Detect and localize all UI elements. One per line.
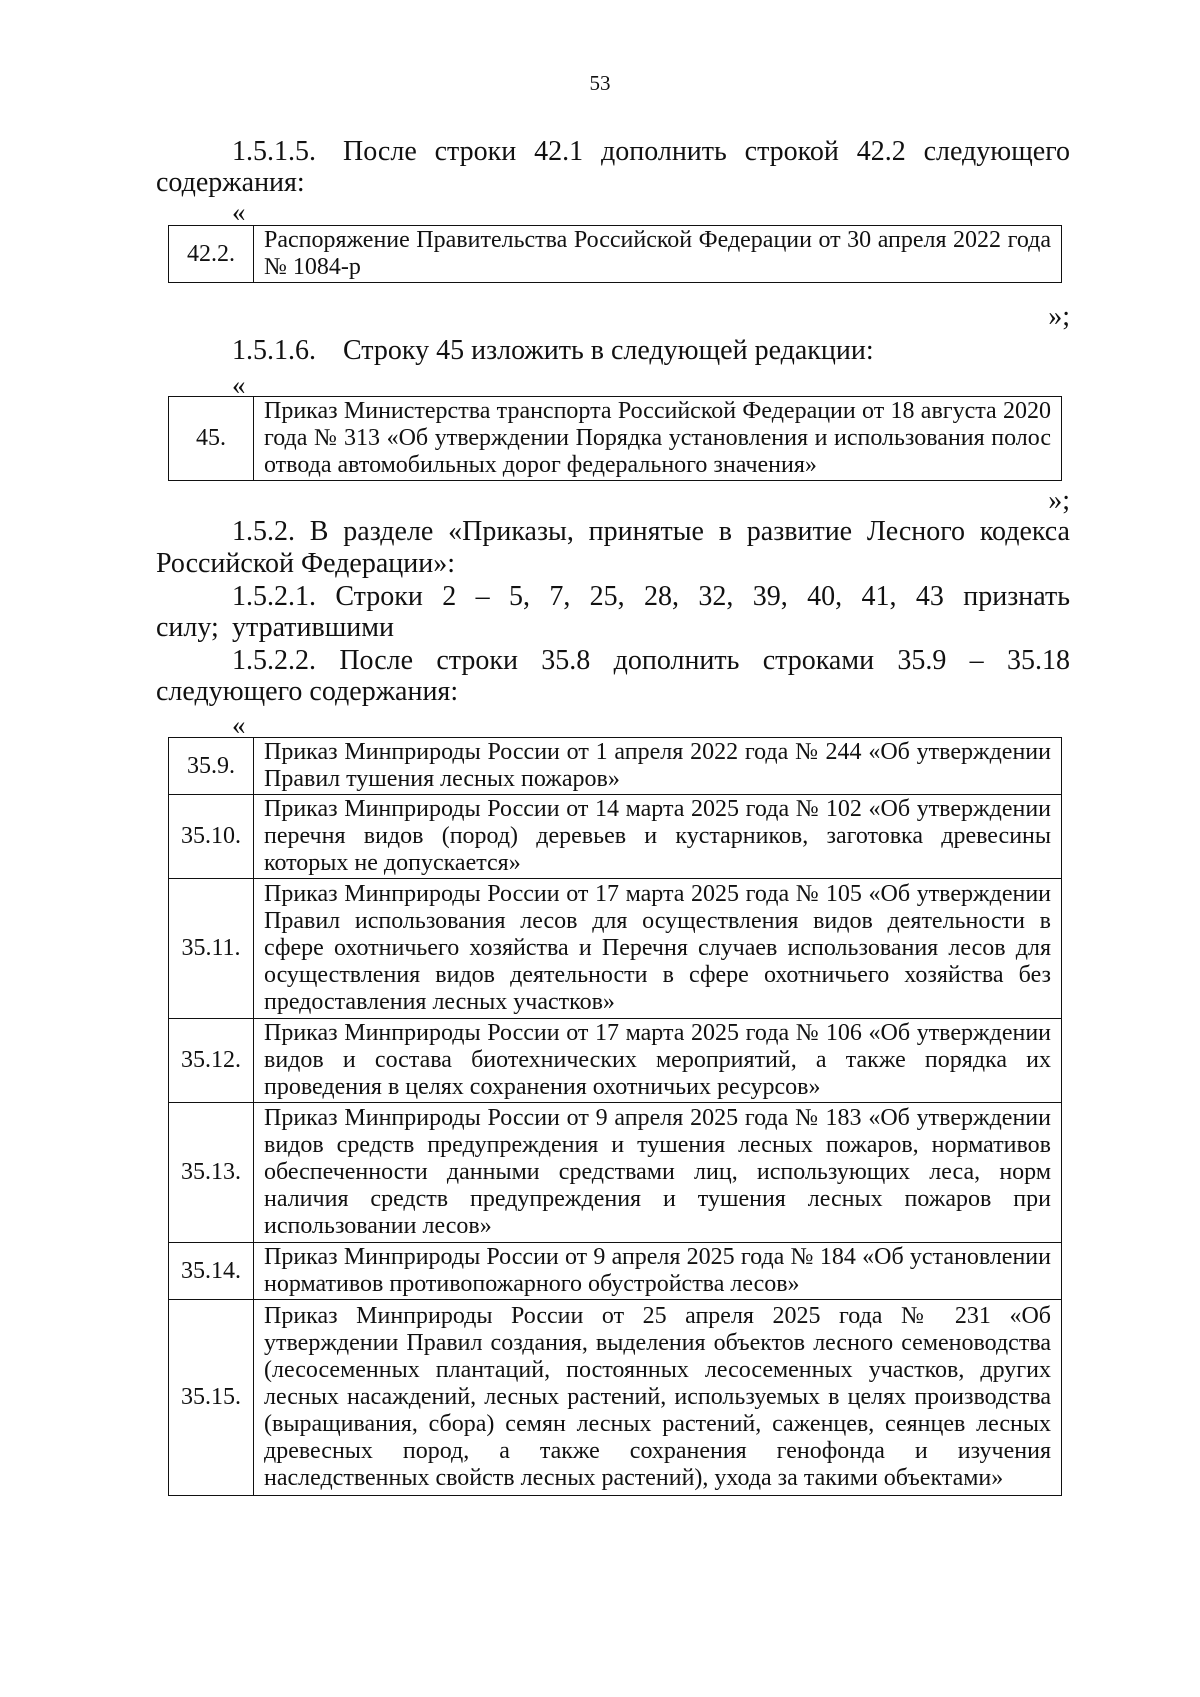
close-quote: »; — [1048, 301, 1070, 332]
row-number: 35.14. — [169, 1243, 254, 1300]
clause-text: Строку 45 изложить в следующей редакции: — [343, 335, 874, 366]
table-row — [169, 1243, 1062, 1300]
row-number: 35.13. — [169, 1103, 254, 1243]
table-row — [169, 1019, 1062, 1103]
clause-number: 1.5.1.5. — [232, 136, 316, 167]
clause-number: 1.5.1.6. — [232, 335, 316, 366]
table-row-42-2 — [168, 225, 1062, 283]
clause-text: 1.5.2.2. После строки 35.8 дополнить строками 35.9 – 35.18 — [232, 645, 1070, 676]
row-text: Приказ Минприроды России от 1 апреля 2022 года № 244 «Об утверждении Правил тушения лесных пожаров» — [254, 738, 1062, 795]
row-number: 35.11. — [169, 879, 254, 1019]
table-row-45 — [168, 396, 1062, 481]
row-number: 42.2. — [169, 226, 254, 283]
clause-text: После строки 42.1 дополнить строкой 42.2 следующего — [343, 136, 1070, 167]
table-row — [169, 879, 1062, 1019]
row-text: Приказ Минприроды России от 17 марта 2025 года № 105 «Об утверждении Правил использования лесов для осуществления видов деятельности в сфере охотничьего хозяйства и Перечня случаев использования лесов для осуществления видов деятельности в сфере охотничьего хозяйства без предоставления лесных участков» — [254, 879, 1062, 1019]
table-row — [169, 1103, 1062, 1243]
table-row — [169, 795, 1062, 879]
table-rows-35 — [168, 737, 1062, 1496]
clause-text-continued: силу; — [156, 612, 219, 643]
row-text: Приказ Минприроды России от 25 апреля 2025 года № 231 «Об утверждении Правил создания, выделения объектов лесного семеноводства (лесосеменных плантаций, постоянных лесосеменных участков, других лесных насаждений, лесных растений, используемых в целях производства (выращивания, сбора) семян лесных растений, саженцев, сеянцев лесных древесных пород, а также сохранения генофонда и изучения наследственных свойств лесных растений), ухода за такими объектами» — [254, 1300, 1062, 1496]
clause-text: 1.5.2.1. Строки 2 – 5, 7, 25, 28, 32, 39, 40, 41, 43 признать утратившими — [232, 581, 1070, 643]
row-text: Распоряжение Правительства Российской Федерации от 30 апреля 2022 года № 1084-р — [254, 226, 1062, 283]
row-text: Приказ Министерства транспорта Российской Федерации от 18 августа 2020 года № 313 «Об утверждении Порядка установления и использования полос отвода автомобильных дорог федерального значения» — [254, 397, 1062, 481]
section-heading-continued: Российской Федерации»: — [156, 548, 456, 579]
close-quote: »; — [1048, 485, 1070, 516]
row-number: 45. — [169, 397, 254, 481]
section-heading: 1.5.2. В разделе «Приказы, принятые в развитие Лесного кодекса — [232, 516, 1070, 547]
page-number: 53 — [589, 71, 611, 95]
open-quote: « — [232, 370, 246, 400]
row-number: 35.12. — [169, 1019, 254, 1103]
clause-text-continued: следующего содержания: — [156, 676, 459, 707]
row-number: 35.15. — [169, 1300, 254, 1496]
clause-text-continued: содержания: — [156, 167, 305, 198]
table-row — [169, 738, 1062, 795]
row-text: Приказ Минприроды России от 14 марта 2025 года № 102 «Об утверждении перечня видов (пород) деревьев и кустарников, заготовка древесины которых не допускается» — [254, 795, 1062, 879]
open-quote: « — [232, 197, 246, 227]
open-quote: « — [232, 710, 246, 740]
row-text: Приказ Минприроды России от 17 марта 2025 года № 106 «Об утверждении видов и состава биотехнических мероприятий, а также порядка их проведения в целях сохранения охотничьих ресурсов» — [254, 1019, 1062, 1103]
table-row — [169, 1300, 1062, 1496]
row-number: 35.10. — [169, 795, 254, 879]
row-text: Приказ Минприроды России от 9 апреля 2025 года № 183 «Об утверждении видов средств предупреждения и тушения лесных пожаров, нормативов обеспеченности данными средствами лиц, использующих леса, норм наличия средств предупреждения и тушения лесных пожаров при использовании лесов» — [254, 1103, 1062, 1243]
row-text: Приказ Минприроды России от 9 апреля 2025 года № 184 «Об установлении нормативов противопожарного обустройства лесов» — [254, 1243, 1062, 1300]
row-number: 35.9. — [169, 738, 254, 795]
